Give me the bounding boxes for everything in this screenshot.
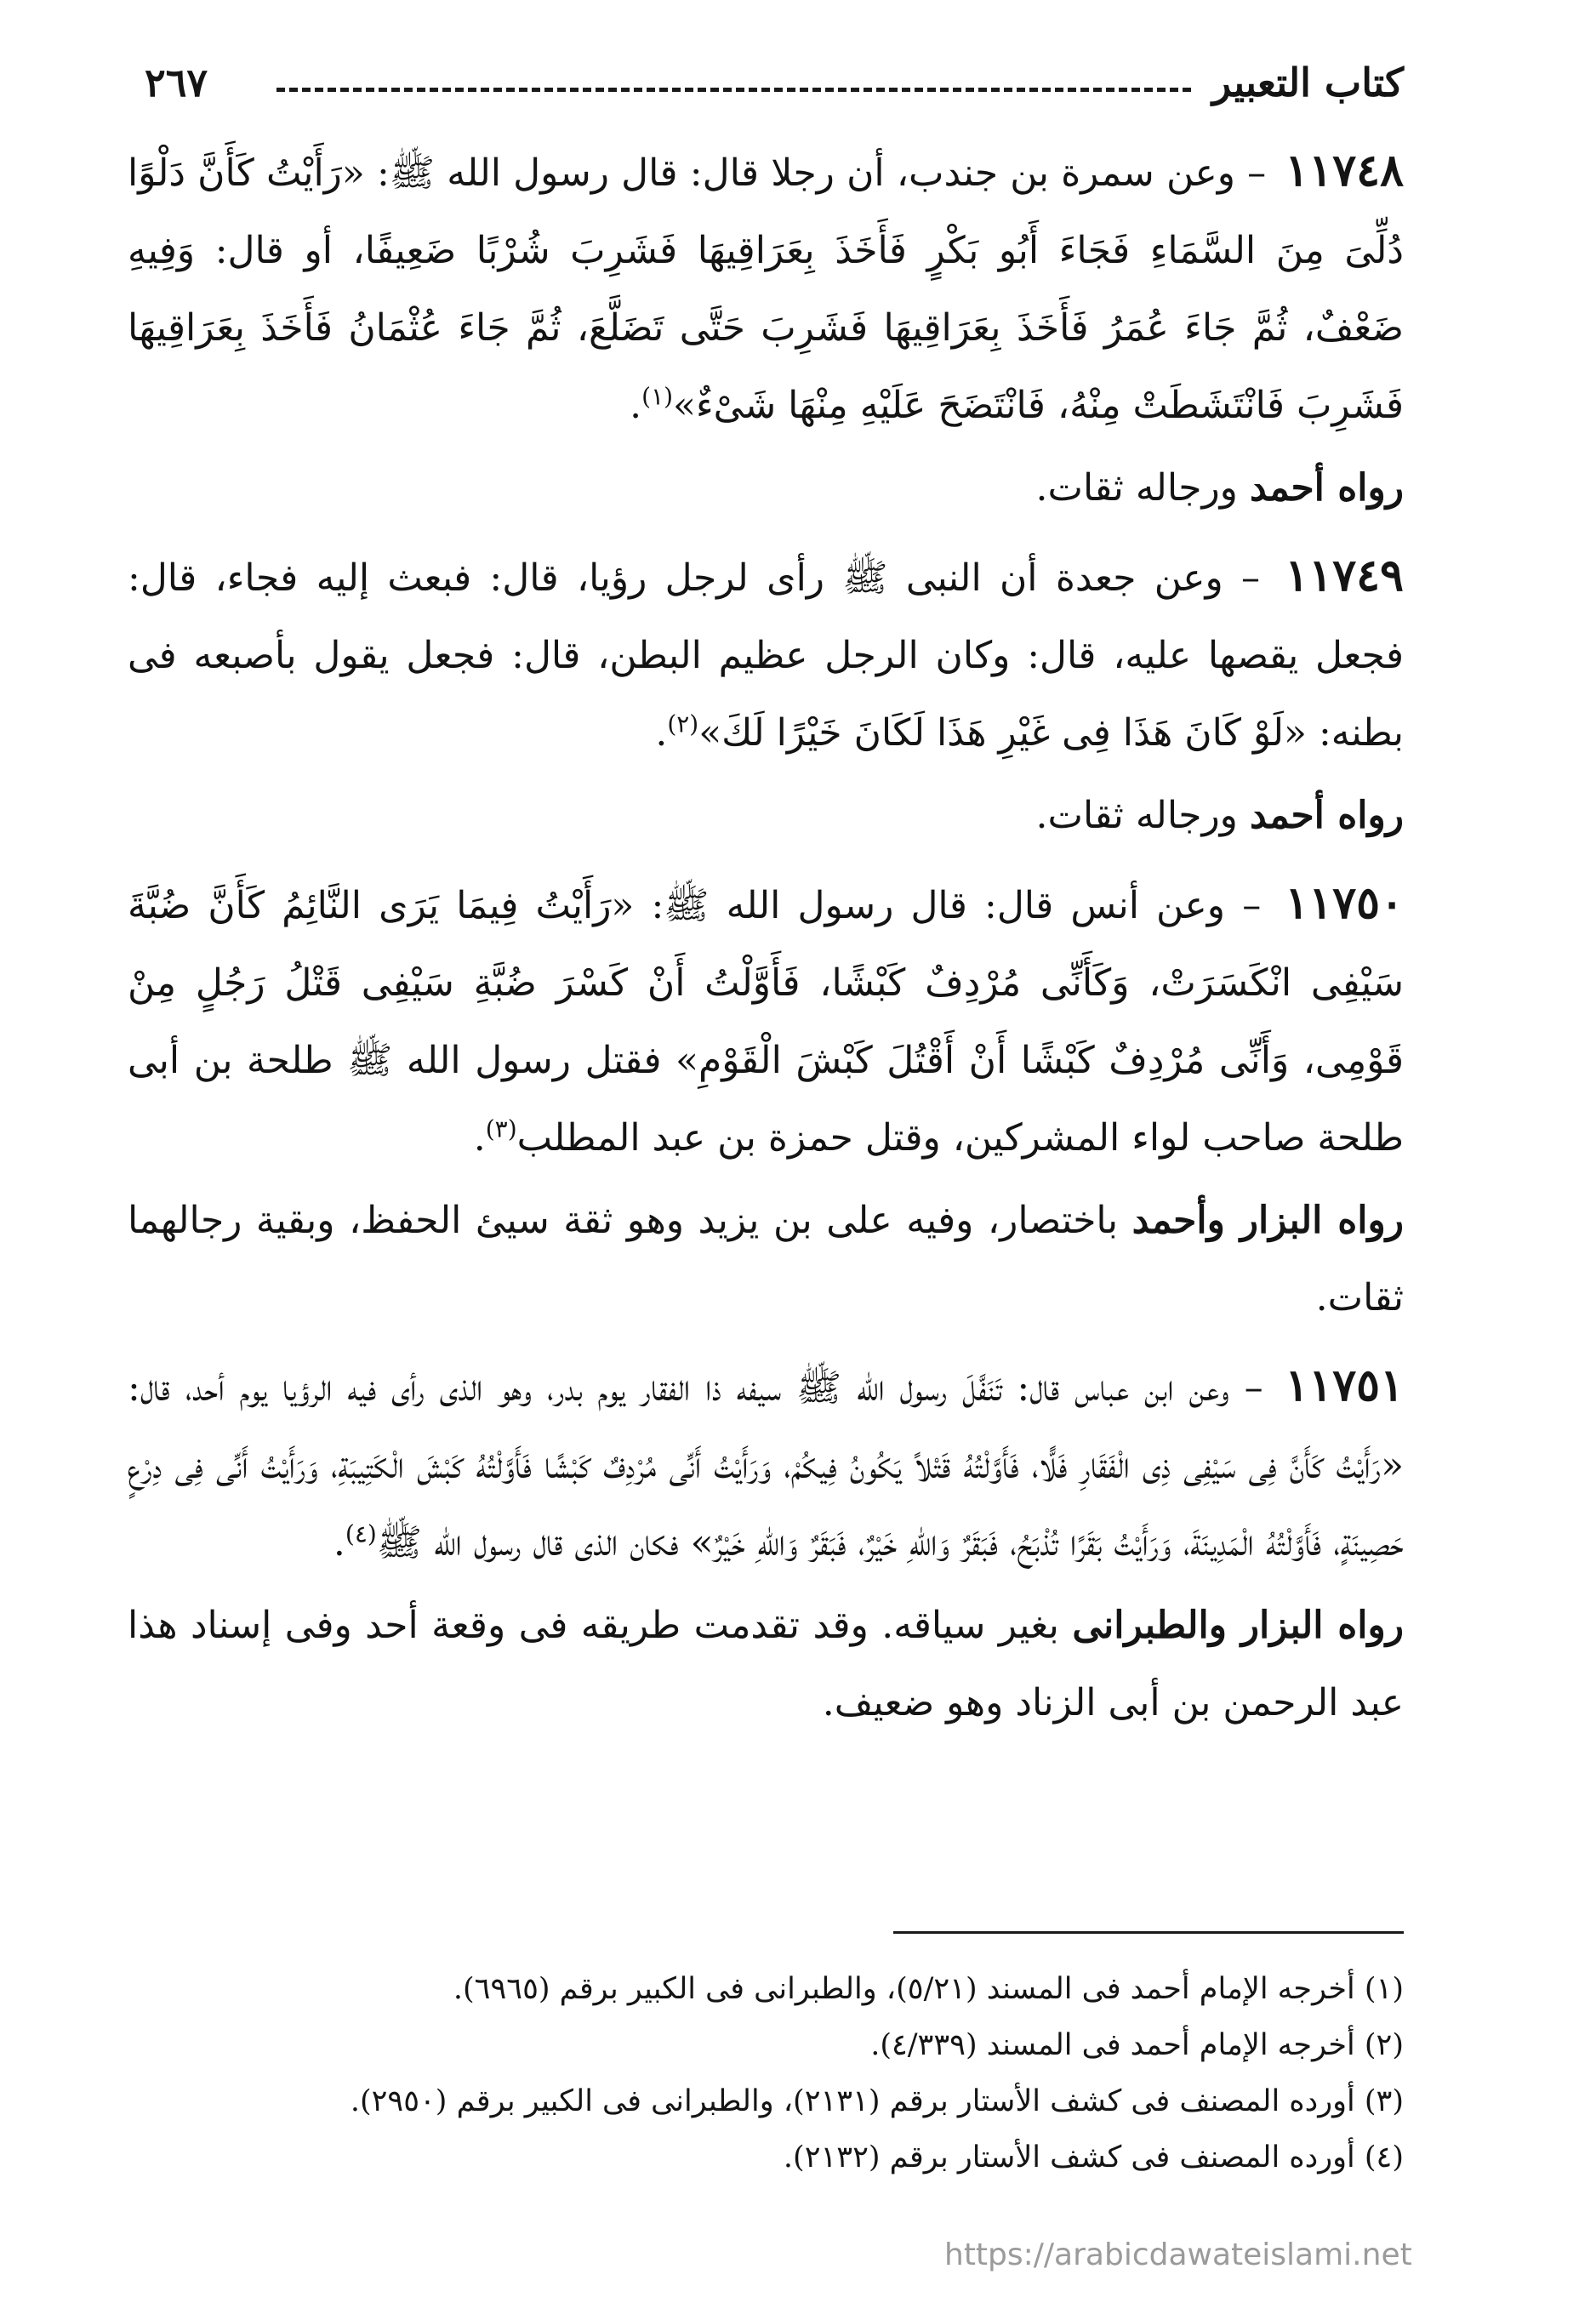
hadith-entry: ١١٧٥٠ – وعن أنس قال: قال رسول الله ﷺ: «رَأَيْتُ فِيمَا يَرَى النَّائِمُ كَأَنَّ ضُبَّةَ سَيْفِى انْكَسَرَتْ، وَكَأَنِّى مُرْدِفٌ كَبْشًا، فَأَوَّلْتُ أَنْ كَسْرَ ضُبَّةِ سَيْفِى قَتْلُ رَجُلٍ مِنْ قَوْمِى، وَأَنِّى مُرْدِفٌ كَبْشًا أَنْ أَقْتُلَ كَبْشَ الْقَوْمِ» فقتل رسول الله ﷺ طلحة بن أبى طلحة صاحب لواء المشركين، وقتل حمزة بن عبد المطلب$^{(٣)}$. [128,877,1404,1160]
header-dashed-rule [276,88,1191,92]
page-header [128,60,1404,128]
hadith-text: – وعن سمرة بن جندب، أن رجلا قال: قال رسول الله ﷺ: «رَأَيْتُ كَأَنَّ دَلْوًا دُلِّىَ مِنَ السَّمَاءِ فَجَاءَ أَبُو بَكْرٍ فَأَخَذَ بِعَرَاقِيهَا فَشَرِبَ شُرْبًا ضَعِيفًا، أو قال: وَفِيهِ ضَعْفٌ، ثُمَّ جَاءَ عُمَرُ فَأَخَذَ بِعَرَاقِيهَا فَشَرِبَ حَتَّى تَضَلَّعَ، ثُمَّ جَاءَ عُثْمَانُ فَأَخَذَ بِعَرَاقِيهَا فَشَرِبَ فَانْتَشَطَتْ مِنْهُ، فَانْتَضَحَ عَلَيْهِ مِنْهَا شَىْءٌ» [128,151,1404,427]
footnotes [128,1961,1404,2186]
grading-narrator: رواه البزار والطبرانى [1072,1604,1404,1647]
hadith-number: ١١٧٥٠ [1285,877,1404,929]
hadith-text: – وعن ابن عباس قال: تَنَفَّلَ رسول الله ﷺ سيفه ذا الفقار يوم بدر، وهو الذى رأى فيه الرؤيا يوم أحد، قال: «رَأَيْتُ كَأَنَّ فِى سَيْفِى ذِى الْفَقَارِ فَلًّا، فَأَوَّلْتُهُ قَتْلاً يَكُونُ فِيكُمْ، وَرَأَيْتُ أَنِّى مُرْدِفٌ كَبْشًا فَأَوَّلْتُهُ كَبْشَ الْكَتِيبَةِ، وَرَأَيْتُ أَنِّى فِى دِرْعٍ حَصِينَةٍ، فَأَوَّلْتُهُ الْمَدِينَةَ، وَرَأَيْتُ بَقَرًا تُذْبَحُ، فَبَقَرٌ وَاللهِ خَيْرٌ، فَبَقَرٌ وَاللهِ خَيْرٌ» فكان الذى قال رسول الله ﷺ [128,1366,1404,1565]
book-page [128,51,1404,2263]
hadith-entry: ١١٧٤٨ – وعن سمرة بن جندب، أن رجلا قال: قال رسول الله ﷺ: «رَأَيْتُ كَأَنَّ دَلْوًا دُلِّىَ مِنَ السَّمَاءِ فَجَاءَ أَبُو بَكْرٍ فَأَخَذَ بِعَرَاقِيهَا فَشَرِبَ شُرْبًا ضَعِيفًا، أو قال: وَفِيهِ ضَعْفٌ، ثُمَّ جَاءَ عُمَرُ فَأَخَذَ بِعَرَاقِيهَا فَشَرِبَ حَتَّى تَضَلَّعَ، ثُمَّ جَاءَ عُثْمَانُ فَأَخَذَ بِعَرَاقِيهَا فَشَرِبَ فَانْتَشَطَتْ مِنْهُ، فَانْتَضَحَ عَلَيْهِ مِنْهَا شَىْءٌ»$^{(١)}$. [128,145,1404,427]
footnote: (٢) أخرجه الإمام أحمد فى المسند (٤/٣٣٩). [870,2028,1404,2062]
grading-text: بغير سياقه. وقد تقدمت طريقه فى وقعة أحد وفى إسناد هذا عبد الرحمن بن أبى الزناد وهو ضعيف. [128,1604,1404,1724]
hadith-entry: ١١٧٥١ – وعن ابن عباس قال: تَنَفَّلَ رسول الله ﷺ سيفه ذا الفقار يوم بدر، وهو الذى رأى فيه الرؤيا يوم أحد، قال: «رَأَيْتُ كَأَنَّ فِى سَيْفِى ذِى الْفَقَارِ فَلًّا، فَأَوَّلْتُهُ قَتْلاً يَكُونُ فِيكُمْ، وَرَأَيْتُ أَنِّى مُرْدِفٌ كَبْشًا فَأَوَّلْتُهُ كَبْشَ الْكَتِيبَةِ، وَرَأَيْتُ أَنِّى فِى دِرْعٍ حَصِينَةٍ، فَأَوَّلْتُهُ الْمَدِينَةَ، وَرَأَيْتُ بَقَرًا تُذْبَحُ، فَبَقَرٌ وَاللهِ خَيْرٌ، فَبَقَرٌ وَاللهِ خَيْرٌ» فكان الذى قال رسول الله ﷺ$^{(٤)}$. [128,1360,1404,1565]
footnote: (١) أخرجه الإمام أحمد فى المسند (٥/٢١)، والطبرانى فى الكبير برقم (٦٩٦٥). [453,1972,1404,2006]
hadith-entry: ١١٧٤٩ – وعن جعدة أن النبى ﷺ رأى لرجل رؤيا، قال: فبعث إليه فجاء، قال: فجعل يقصها عليه، قال: وكان الرجل عظيم البطن، قال: فجعل يقول بأصبعه فى بطنه: «لَوْ كَانَ هَذَا فِى غَيْرِ هَذَا لَكَانَ خَيْرًا لَكَ»$^{(٢)}$. [128,550,1404,755]
footnote-ref: (٣) [485,1114,517,1143]
page-number: ٢٦٧ [145,60,208,105]
grading-narrator: رواه أحمد [1249,794,1404,837]
footnote-separator [893,1931,1404,1934]
watermark-url: https://arabicdawateislami.net [944,2237,1412,2272]
running-title: كتاب التعبير [1211,60,1404,105]
hadith-number: ١١٧٤٩ [1285,550,1404,601]
grading-text: ورجاله ثقات. [1035,794,1238,837]
grading-narrator: رواه أحمد [1249,466,1404,510]
grading-text: ورجاله ثقات. [1035,466,1238,510]
footnote-ref: (٤) [345,1519,377,1548]
main-text [128,132,1404,1752]
hadith-grading [128,777,1404,854]
footnote: (٤) أورده المصنف فى كشف الأستار برقم (٢١٣٢). [783,2140,1404,2175]
footnote: (٣) أورده المصنف فى كشف الأستار برقم (٢١٣١)، والطبرانى فى الكبير برقم (٢٩٥٠). [350,2084,1404,2118]
footnote-ref: (٢) [667,710,699,738]
grading-narrator: رواه البزار وأحمد [1131,1199,1404,1242]
footnote-ref: (١) [641,382,674,411]
grading-text: باختصار، وفيه على بن يزيد وهو ثقة سيئ الحفظ، وبقية رجالهما ثقات. [128,1199,1404,1320]
hadith-text: – وعن جعدة أن النبى ﷺ رأى لرجل رؤيا، قال: فبعث إليه فجاء، قال: فجعل يقصها عليه، قال: وكان الرجل عظيم البطن، قال: فجعل يقول بأصبعه فى بطنه: «لَوْ كَانَ هَذَا فِى غَيْرِ هَذَا لَكَانَ خَيْرًا لَكَ» [128,556,1404,755]
hadith-number: ١١٧٤٨ [1285,145,1404,197]
hadith-grading [128,1587,1404,1741]
hadith-grading [128,1182,1404,1337]
hadith-grading [128,449,1404,527]
hadith-text: – وعن أنس قال: قال رسول الله ﷺ: «رَأَيْتُ فِيمَا يَرَى النَّائِمُ كَأَنَّ ضُبَّةَ سَيْفِى انْكَسَرَتْ، وَكَأَنِّى مُرْدِفٌ كَبْشًا، فَأَوَّلْتُ أَنْ كَسْرَ ضُبَّةِ سَيْفِى قَتْلُ رَجُلٍ مِنْ قَوْمِى، وَأَنِّى مُرْدِفٌ كَبْشًا أَنْ أَقْتُلَ كَبْشَ الْقَوْمِ» فقتل رسول الله ﷺ طلحة بن أبى طلحة صاحب لواء المشركين، وقتل حمزة بن عبد المطلب [128,884,1404,1160]
hadith-number: ١١٧٥١ [1285,1360,1404,1411]
